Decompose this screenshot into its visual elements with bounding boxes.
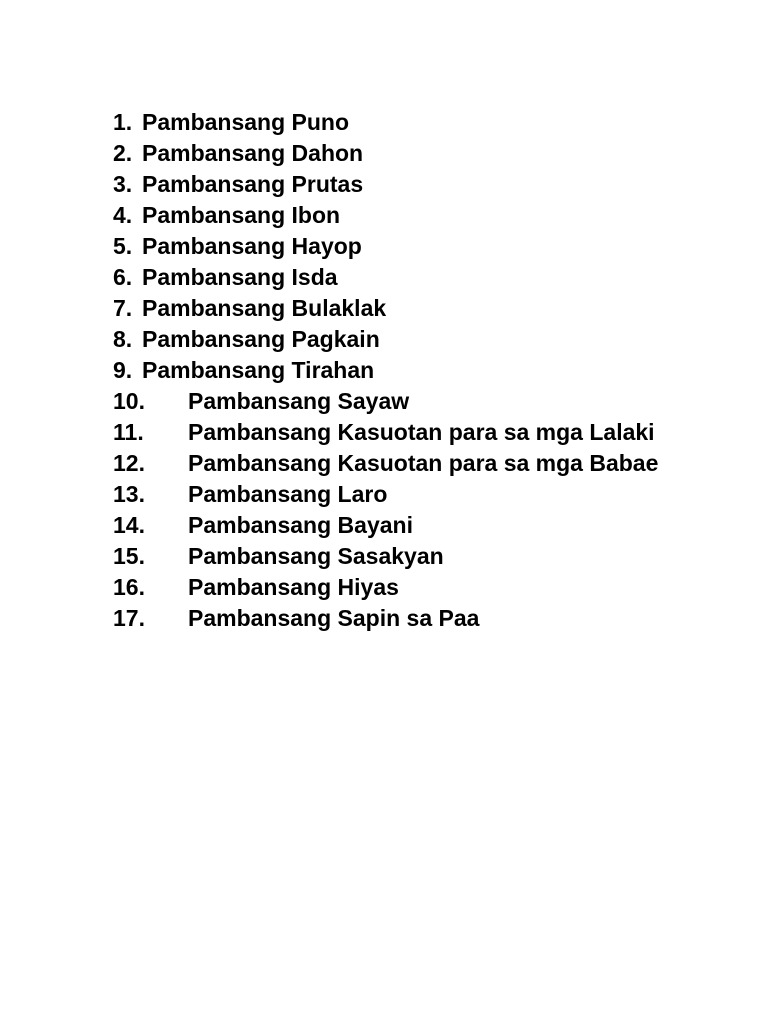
- list-item: [113, 355, 658, 386]
- list-item: [113, 293, 658, 324]
- item-label: Pambansang Ibon: [142, 202, 341, 228]
- item-label: Pambansang Sapin sa Paa: [188, 605, 480, 631]
- item-number: 7.: [113, 295, 133, 321]
- list-item: [113, 386, 658, 417]
- item-number: 8.: [113, 326, 133, 352]
- item-label: Pambansang Puno: [142, 109, 350, 135]
- item-label: Pambansang Prutas: [142, 171, 364, 197]
- item-number: 6.: [113, 264, 133, 290]
- list-item: [113, 107, 658, 138]
- item-number: 4.: [113, 202, 133, 228]
- item-number: 13.: [113, 481, 145, 507]
- list-item: [113, 479, 658, 510]
- item-label: Pambansang Sasakyan: [188, 543, 444, 569]
- numbered-list: [113, 107, 658, 634]
- item-number: 14.: [113, 512, 145, 538]
- item-label: Pambansang Hiyas: [188, 574, 399, 600]
- item-label: Pambansang Laro: [188, 481, 388, 507]
- item-label: Pambansang Sayaw: [188, 388, 410, 414]
- list-item: [113, 541, 658, 572]
- item-label: Pambansang Tirahan: [142, 357, 375, 383]
- item-label: Pambansang Dahon: [142, 140, 364, 166]
- item-label: Pambansang Pagkain: [142, 326, 380, 352]
- item-number: 3.: [113, 171, 133, 197]
- item-label: Pambansang Bayani: [188, 512, 413, 538]
- list-item: [113, 262, 658, 293]
- item-label: Pambansang Kasuotan para sa mga Babae: [188, 450, 659, 476]
- item-label: Pambansang Isda: [142, 264, 338, 290]
- item-number: 17.: [113, 605, 145, 631]
- item-number: 10.: [113, 388, 145, 414]
- item-label: Pambansang Bulaklak: [142, 295, 387, 321]
- list-item: [113, 417, 658, 448]
- list-item: [113, 231, 658, 262]
- list-item: [113, 138, 658, 169]
- list-item: [113, 324, 658, 355]
- item-label: Pambansang Kasuotan para sa mga Lalaki: [188, 419, 655, 445]
- list-item: [113, 448, 658, 479]
- list-item: [113, 603, 658, 634]
- item-number: 16.: [113, 574, 145, 600]
- item-number: 15.: [113, 543, 145, 569]
- list-item: [113, 510, 658, 541]
- list-item: [113, 572, 658, 603]
- item-number: 12.: [113, 450, 145, 476]
- item-number: 5.: [113, 233, 133, 259]
- list-item: [113, 169, 658, 200]
- item-number: 11.: [113, 419, 144, 445]
- item-label: Pambansang Hayop: [142, 233, 362, 259]
- item-number: 1.: [113, 109, 133, 135]
- list-item: [113, 200, 658, 231]
- item-number: 2.: [113, 140, 133, 166]
- item-number: 9.: [113, 357, 133, 383]
